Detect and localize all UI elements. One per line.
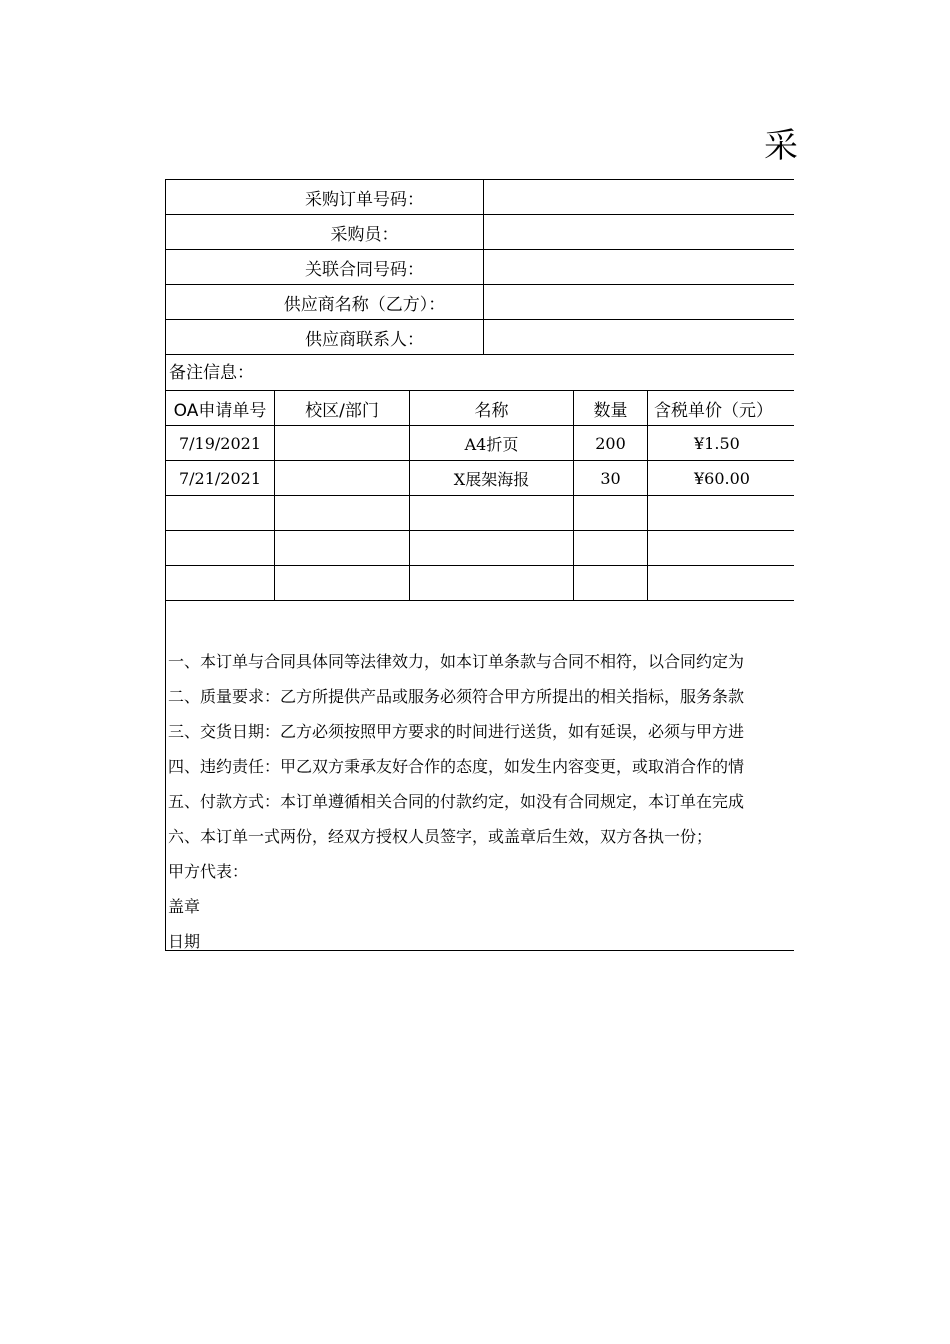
column-header-oa-number: OA申请单号 [166, 391, 275, 426]
table-row [166, 566, 795, 601]
buyer-field[interactable] [484, 215, 794, 249]
header-row-contract-number [166, 250, 794, 285]
cell-department[interactable] [275, 426, 410, 461]
cell-unit-price[interactable]: ¥60.00 [648, 461, 795, 496]
supplier-name-label: 供应商名称（乙方）： [166, 285, 484, 319]
cell-oa-number[interactable] [166, 566, 275, 601]
cell-oa-number[interactable] [166, 531, 275, 566]
cell-department[interactable] [275, 496, 410, 531]
cell-quantity[interactable]: 30 [574, 461, 648, 496]
cell-department[interactable] [275, 566, 410, 601]
cell-unit-price[interactable] [648, 531, 795, 566]
cell-item-name[interactable] [410, 496, 574, 531]
page-title: 采 [764, 126, 798, 166]
cell-unit-price[interactable]: ¥1.50 [648, 426, 795, 461]
seal-label: 盖章 [168, 897, 201, 916]
table-row [166, 496, 795, 531]
date-label: 日期 [168, 932, 201, 951]
table-row [166, 426, 795, 461]
cell-quantity[interactable] [574, 496, 648, 531]
cell-unit-price[interactable] [648, 496, 795, 531]
order-number-label: 采购订单号码： [166, 180, 484, 214]
term-payment: 五、付款方式：本订单遵循相关合同的付款约定，如没有合同规定，本订单在完成 [168, 792, 745, 811]
table-row [166, 461, 795, 496]
supplier-contact-field[interactable] [484, 320, 794, 354]
header-row-supplier-contact [166, 320, 794, 355]
order-number-field[interactable] [484, 180, 794, 214]
buyer-label: 采购员： [166, 215, 484, 249]
terms-section [168, 644, 794, 951]
cell-oa-number[interactable]: 7/19/2021 [166, 426, 275, 461]
header-row-buyer [166, 215, 794, 250]
term-quality: 二、质量要求：乙方所提供产品或服务必须符合甲方所提出的相关指标，服务条款 [168, 687, 745, 706]
cell-oa-number[interactable] [166, 496, 275, 531]
term-legal-effect: 一、本订单与合同具体同等法律效力，如本订单条款与合同不相符，以合同约定为 [168, 652, 745, 671]
contract-number-label: 关联合同号码： [166, 250, 484, 284]
column-header-quantity: 数量 [574, 391, 648, 426]
term-delivery: 三、交货日期：乙方必须按照甲方要求的时间进行送货，如有延误，必须与甲方进 [168, 722, 745, 741]
supplier-contact-label: 供应商联系人： [166, 320, 484, 354]
items-header-row [166, 391, 795, 426]
contract-number-field[interactable] [484, 250, 794, 284]
cell-item-name[interactable] [410, 566, 574, 601]
cell-oa-number[interactable]: 7/21/2021 [166, 461, 275, 496]
table-row [166, 531, 795, 566]
cell-department[interactable] [275, 461, 410, 496]
supplier-name-field[interactable] [484, 285, 794, 319]
cell-quantity[interactable] [574, 566, 648, 601]
party-a-representative-label: 甲方代表： [168, 862, 249, 881]
cell-unit-price[interactable] [648, 566, 795, 601]
term-liability: 四、违约责任：甲乙双方秉承友好合作的态度，如发生内容变更，或取消合作的情 [168, 757, 745, 776]
cell-quantity[interactable]: 200 [574, 426, 648, 461]
cell-quantity[interactable] [574, 531, 648, 566]
cell-item-name[interactable]: A4折页 [410, 426, 574, 461]
purchase-order-sheet [165, 179, 794, 951]
term-copies: 六、本订单一式两份，经双方授权人员签字，或盖章后生效，双方各执一份； [168, 827, 713, 846]
cell-item-name[interactable]: X展架海报 [410, 461, 574, 496]
header-row-order-number [166, 180, 794, 215]
column-header-unit-price: 含税单价（元） [648, 391, 795, 426]
cell-department[interactable] [275, 531, 410, 566]
items-table [165, 390, 794, 601]
header-row-supplier-name [166, 285, 794, 320]
column-header-department: 校区/部门 [275, 391, 410, 426]
remark-label: 备注信息： [169, 363, 254, 383]
column-header-item-name: 名称 [410, 391, 574, 426]
cell-item-name[interactable] [410, 531, 574, 566]
